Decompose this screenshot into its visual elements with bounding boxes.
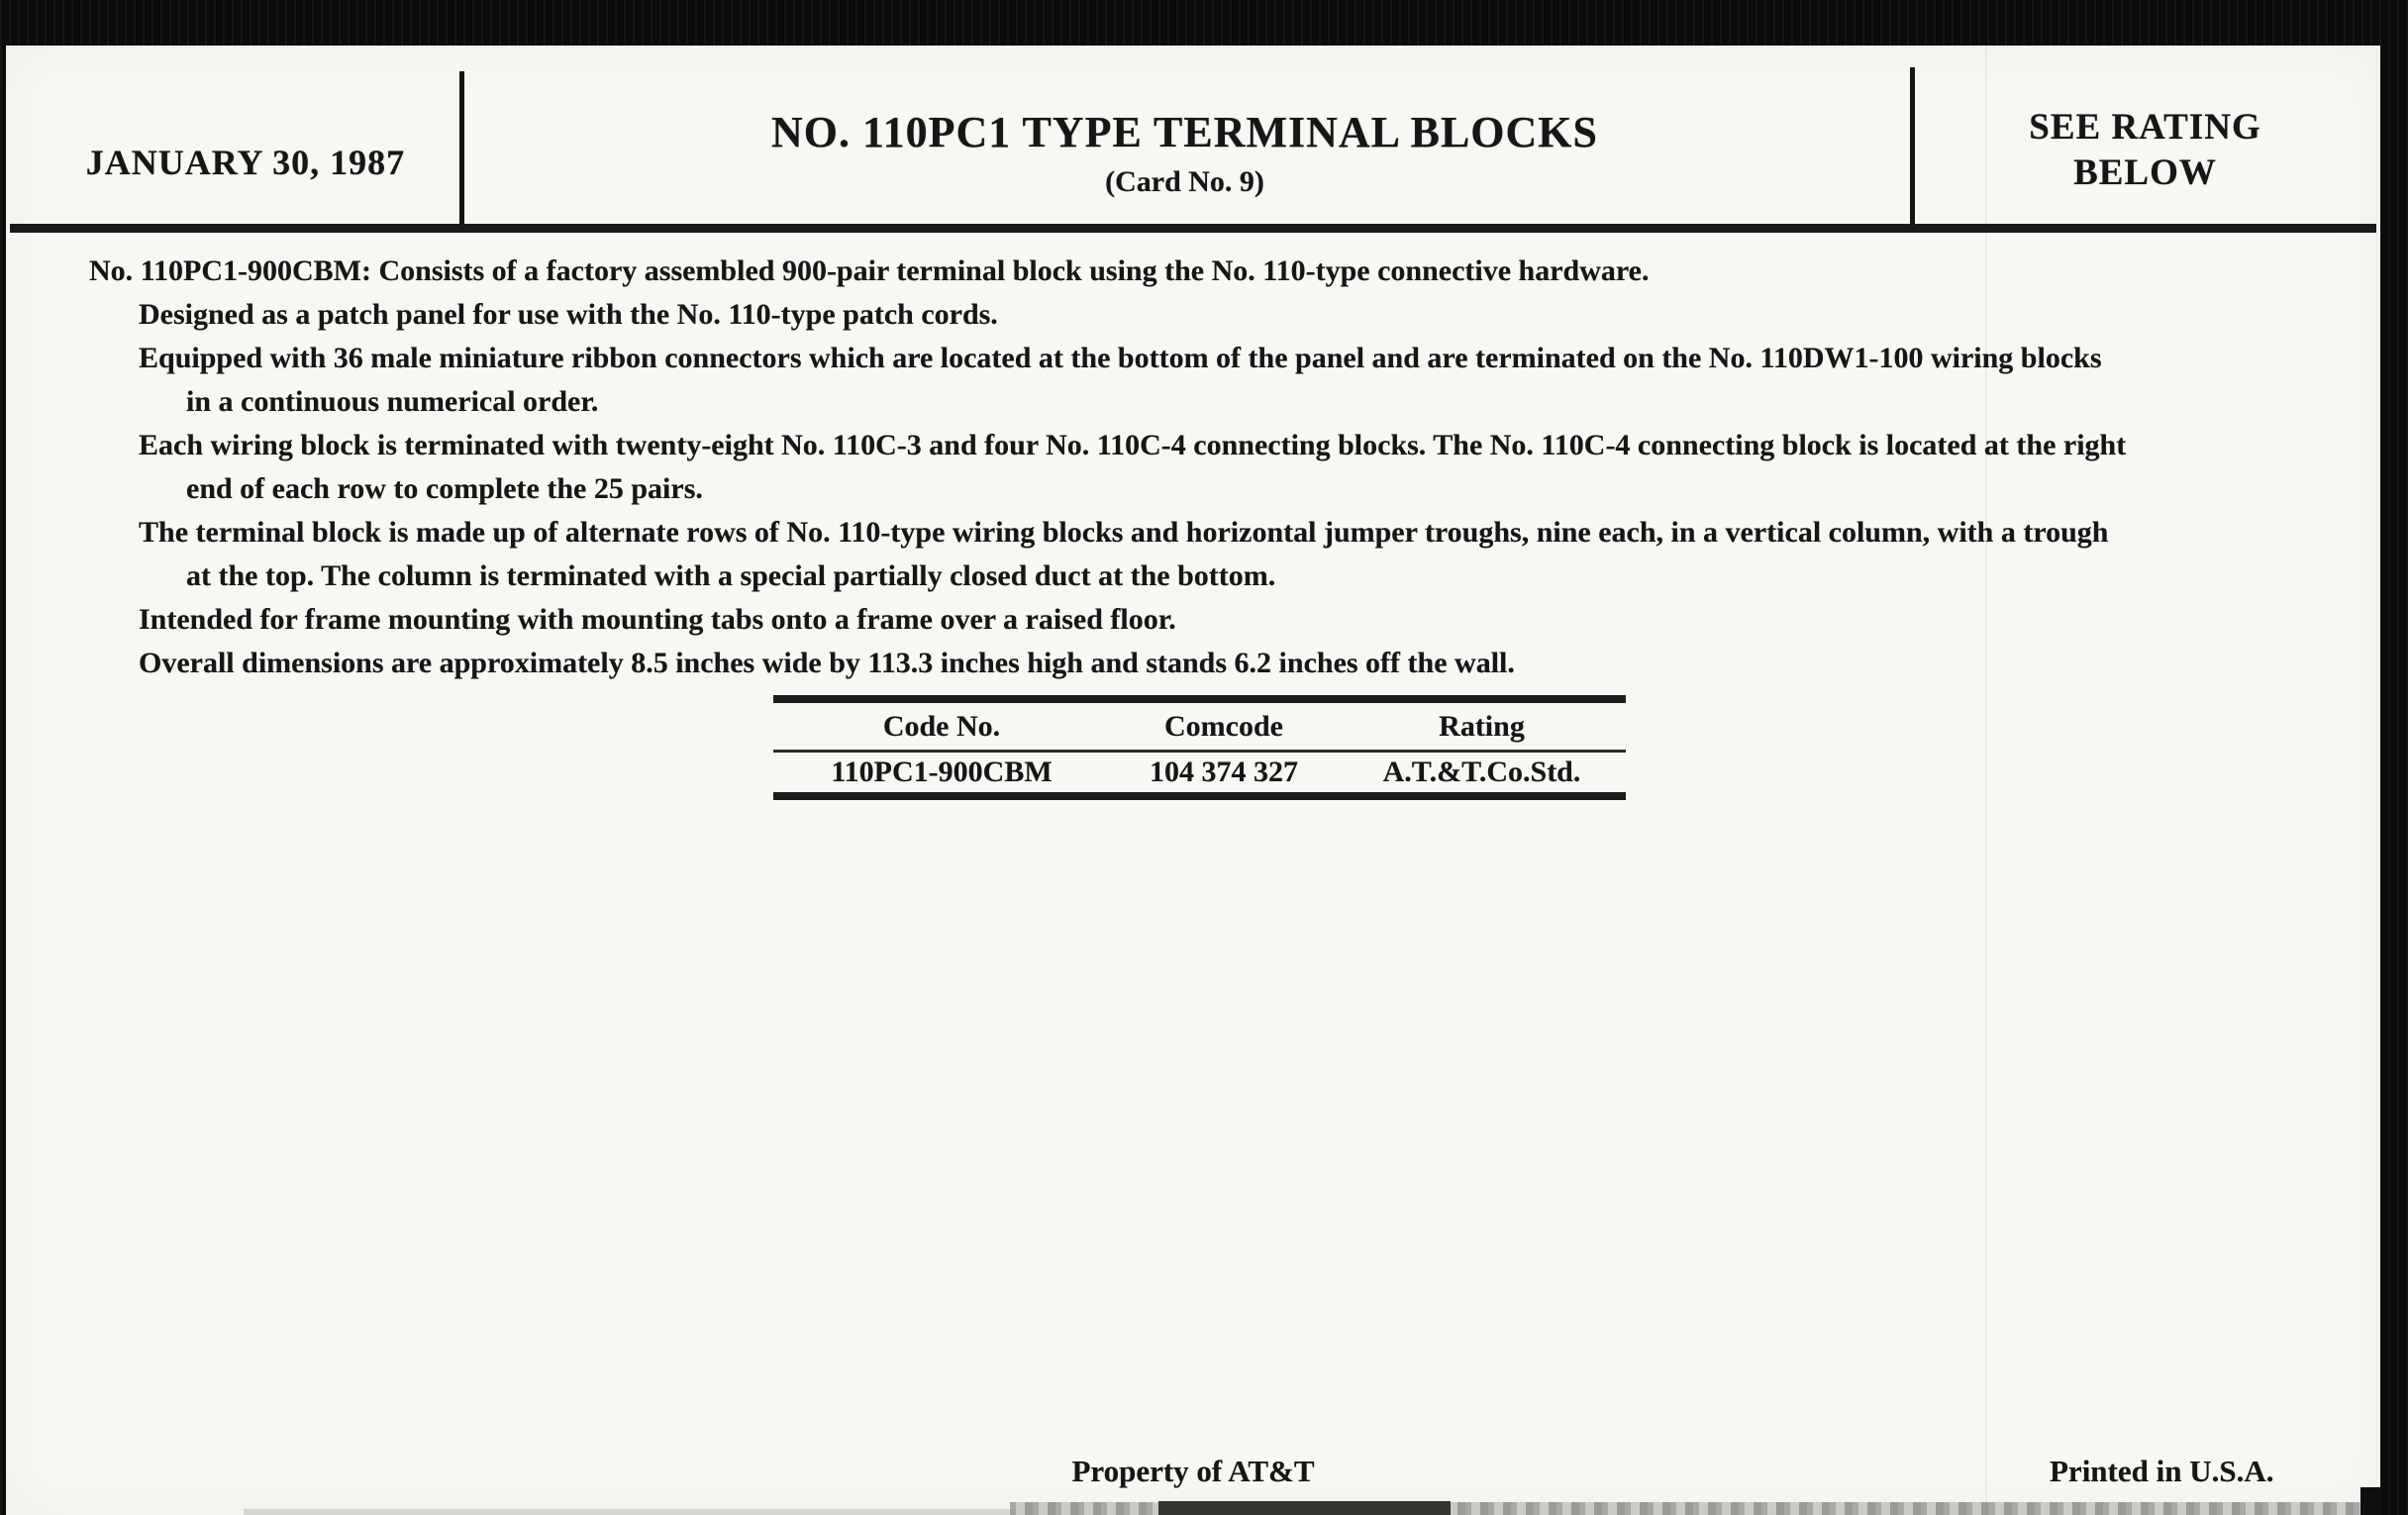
description-line: Each wiring block is terminated with twenty-eight No. 110C-3 and four No. 110C-4 connecting blocks. The No. 110C-4 connecting block is located at the right (139, 429, 2127, 461)
table-row (773, 753, 1626, 792)
scan-crease-line (1985, 46, 1987, 1515)
description-line: No. 110PC1-900CBM: Consists of a factory assembled 900-pair terminal block using the No. 110-type connective hardware. (89, 254, 1650, 287)
description-line: Intended for frame mounting with mounting tabs onto a frame over a raised floor. (139, 603, 1176, 636)
description-line: end of each row to complete the 25 pairs. (186, 472, 703, 505)
header-rule (10, 224, 2376, 233)
rating-note (1910, 105, 2380, 196)
document-card (6, 46, 2380, 1515)
table-header-row (773, 703, 1626, 750)
scan-noise-faint (244, 1509, 1016, 1515)
table-header-code-no: Code No. (882, 709, 1001, 743)
table-cell-comcode: 104 374 327 (1150, 756, 1298, 788)
description-line: in a continuous numerical order. (186, 385, 599, 418)
table-rule-top (773, 695, 1626, 703)
scan-corner-mark (2360, 1487, 2380, 1515)
description-block (6, 250, 2380, 685)
footer-property-notice: Property of AT&T (1071, 1454, 1315, 1488)
description-line: The terminal block is made up of alternate rows of No. 110-type wiring blocks and horizontal jumper troughs, nine each, in a vertical column, with a trough (139, 516, 2109, 549)
table-cell-rating: A.T.&T.Co.Std. (1382, 756, 1581, 788)
page-title: NO. 110PC1 TYPE TERMINAL BLOCKS (771, 108, 1598, 156)
description-line: Equipped with 36 male miniature ribbon connectors which are located at the bottom of the panel and are terminated on the No. 110DW1-100 wiring blocks (139, 342, 2102, 374)
scan-noise-dark-segment (1158, 1501, 1451, 1515)
rating-table (773, 695, 1626, 800)
table-cell-code-no: 110PC1-900CBM (831, 756, 1053, 788)
description-line: Overall dimensions are approximately 8.5 inches wide by 113.3 inches high and stands 6.2 inches off the wall. (139, 647, 1515, 679)
rating-note-line2: BELOW (2073, 152, 2217, 193)
description-line: Designed as a patch panel for use with the No. 110-type patch cords. (139, 298, 998, 331)
rating-note-line1: SEE RATING (2029, 107, 2261, 148)
table-header-comcode: Comcode (1164, 709, 1283, 743)
table-rule-bottom (773, 792, 1626, 800)
table-header-rating: Rating (1439, 709, 1525, 743)
title-block (459, 107, 1910, 199)
footer-printed-notice: Printed in U.S.A. (2050, 1454, 2274, 1488)
document-date: JANUARY 30, 1987 (85, 143, 406, 182)
page-subtitle: (Card No. 9) (1105, 165, 1264, 198)
description-line: at the top. The column is terminated with a special partially closed duct at the bottom. (186, 559, 1276, 592)
